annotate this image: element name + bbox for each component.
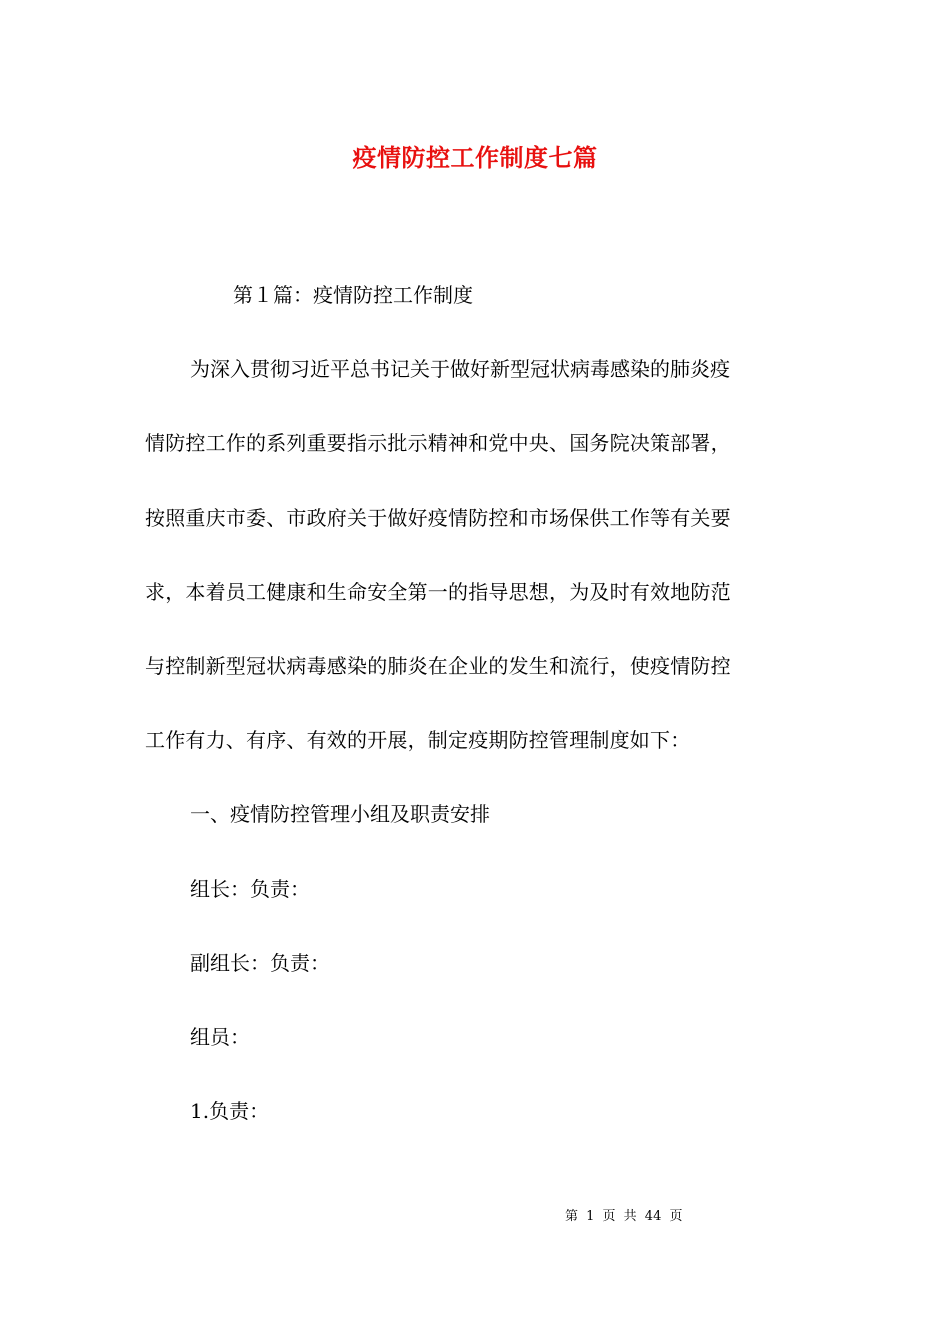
- leader-line: 组长：负责：: [190, 877, 310, 901]
- paragraph-line-4: 求，本着员工健康和生命安全第一的指导思想，为及时有效地防范: [145, 580, 731, 604]
- paragraph-line-6: 工作有力、有序、有效的开展，制定疫期防控管理制度如下：: [145, 728, 691, 752]
- members-line: 组员：: [190, 1025, 250, 1049]
- item-heading: 一、疫情防控管理小组及职责安排: [190, 802, 490, 826]
- paragraph-line-1: 为深入贯彻习近平总书记关于做好新型冠状病毒感染的肺炎疫: [190, 357, 730, 381]
- member-1-line: 1.负责：: [190, 1099, 270, 1123]
- document-title: 疫情防控工作制度七篇: [352, 143, 598, 172]
- page-number: 第 1 页 共 44 页: [565, 1209, 683, 1224]
- section-heading: 第１篇：疫情防控工作制度: [233, 283, 473, 307]
- paragraph-line-2: 情防控工作的系列重要指示批示精神和党中央、国务院决策部署，: [145, 431, 731, 455]
- paragraph-line-3: 按照重庆市委、市政府关于做好疫情防控和市场保供工作等有关要: [145, 506, 731, 530]
- paragraph-line-5: 与控制新型冠状病毒感染的肺炎在企业的发生和流行，使疫情防控: [145, 654, 731, 678]
- deputy-leader-line: 副组长：负责：: [190, 951, 330, 975]
